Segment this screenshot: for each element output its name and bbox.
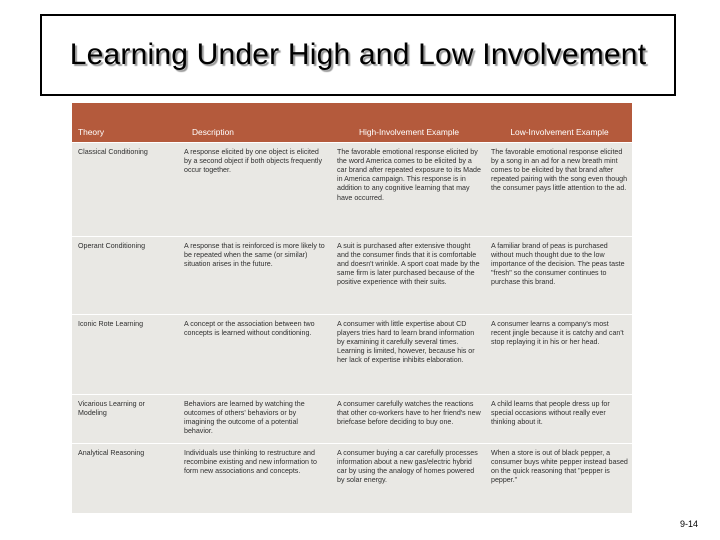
cell-description: A response elicited by one object is elicited by a second object if both objects frequently occur together. bbox=[184, 147, 323, 174]
cell-description: Individuals use thinking to restructure and recombine existing and new information to form new associations and concepts. bbox=[184, 448, 317, 475]
table-row bbox=[72, 394, 632, 443]
learning-table-image bbox=[72, 103, 632, 513]
cell-high-example: The favorable emotional response elicited by the word America comes to be elicited by a car brand after repeated exposure to its Made in America campaign. This response is in addition to any cognitive learning that may have occurred. bbox=[337, 147, 481, 202]
cell-high-example: A suit is purchased after extensive thought and the consumer finds that it is comfortable and doesn't wrinkle. A sport coat made by the same firm is later purchased because of the positive experience with their suits. bbox=[337, 241, 480, 287]
cell-low-example: A familiar brand of peas is purchased without much thought due to the low importance of the decision. The peas taste "fresh" so the consumer continues to purchase this brand. bbox=[491, 241, 625, 287]
table-row bbox=[72, 314, 632, 394]
cell-high-example: A consumer with little expertise about CD players tries hard to learn brand information by examining it carefully several times. Learning is limited, however, because his or her lack of expertise inhibits elaboration. bbox=[337, 319, 475, 365]
header-theory: Theory bbox=[78, 126, 105, 137]
cell-low-example: A consumer learns a company's most recent jingle because it is catchy and can't stop replaying it in his or her head. bbox=[491, 319, 624, 346]
table-row bbox=[72, 236, 632, 314]
cell-low-example: The favorable emotional response elicited by a song in an ad for a new breath mint comes to be elicited by that brand after repeated pairing with the song even though the consumer pays little attention to the ad. bbox=[491, 147, 628, 193]
slide-title: Learning Under High and Low Involvement bbox=[69, 38, 647, 71]
cell-description: A concept or the association between two concepts is learned without conditioning. bbox=[184, 319, 315, 337]
cell-low-example: When a store is out of black pepper, a consumer buys white pepper instead based on the quick reasoning that "pepper is pepper." bbox=[491, 448, 628, 485]
cell-high-example: A consumer buying a car carefully processes information about a new gas/electric hybrid car by using the analogy of homes powered by solar energy. bbox=[337, 448, 478, 485]
cell-description: A response that is reinforced is more likely to be repeated when the same (or similar) situation arises in the future. bbox=[184, 241, 325, 268]
title-box bbox=[40, 14, 676, 96]
learning-table bbox=[72, 103, 632, 511]
cell-theory: Iconic Rote Learning bbox=[78, 319, 144, 328]
cell-theory: Analytical Reasoning bbox=[78, 448, 145, 457]
table-header-row bbox=[72, 103, 632, 142]
header-description: Description bbox=[192, 126, 234, 137]
cell-low-example: A child learns that people dress up for special occasions without really ever thinking about it. bbox=[491, 399, 610, 426]
page-number: 9-14 bbox=[679, 519, 698, 529]
table-row bbox=[72, 142, 632, 236]
table-row bbox=[72, 443, 632, 511]
cell-theory: Operant Conditioning bbox=[78, 241, 146, 250]
cell-high-example: A consumer carefully watches the reactions that other co-workers have to her friend's new briefcase before deciding to buy one. bbox=[337, 399, 481, 426]
cell-theory: Vicarious Learning or Modeling bbox=[78, 399, 145, 417]
cell-theory: Classical Conditioning bbox=[78, 147, 148, 156]
header-low-involvement: Low-Involvement Example bbox=[510, 126, 609, 137]
header-high-involvement: High-Involvement Example bbox=[358, 126, 460, 137]
cell-description: Behaviors are learned by watching the outcomes of others' behaviors or by imagining the outcome of a potential behavior. bbox=[184, 399, 305, 436]
